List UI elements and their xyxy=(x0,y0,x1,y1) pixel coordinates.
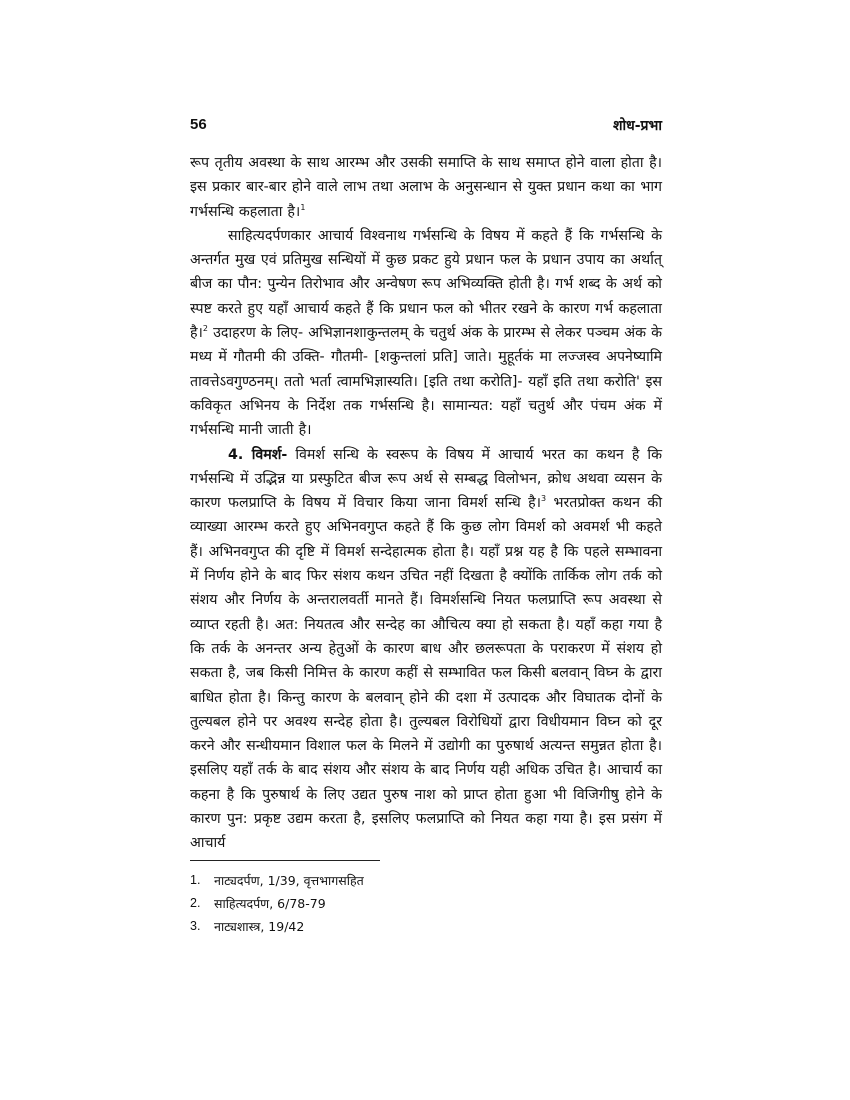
running-title: शोध-प्रभा xyxy=(612,118,662,134)
paragraph-1 xyxy=(190,151,662,224)
footnotes xyxy=(190,869,662,938)
footnote-1 xyxy=(190,869,662,892)
book-page xyxy=(190,116,662,938)
footnote-number: 2. xyxy=(190,895,201,910)
paragraph-tail: भरतप्रोक्त कथन की व्याख्या आरम्भ करते हुए अभिनवगुप्त कहते हैं कि कुछ लोग विमर्श को अवमर्श भी कहते हैं। अभिनवगुप्त की दृष्टि में विमर्श सन्देहात्मक होता है। यहाँ प्रश्न यह है कि पहले सम्भावना में निर्णय होने के बाद फिर संशय कथन उचित नहीं दिखता है क्योंकि तार्किक लोग तर्क को संशय और निर्णय के अन्तरालवर्ती मानते हैं। विमर्शसन्धि नियत फलप्राप्ति रूप अवस्था से व्याप्त रहती है। अत: नियतत्व और सन्देह का औचित्य क्या हो सकता है। यहाँ कहा गया है कि तर्क के अनन्तर अन्य हेतुओं के कारण बाध और छलरूपता के पराकरण में संशय हो सकता है, जब किसी निमित्त के कारण कहीं से सम्भावित फल किसी बलवान् विघ्न के द्वारा बाधित होता है। किन्तु कारण के बलवान् होने की दशा में उत्पादक और विघातक दोनों के तुल्यबल होने पर अवश्य सन्देह होता है। तुल्यबल विरोधियों द्वारा विधीयमान विघ्न को दूर करने और सन्धीयमान विशाल फल के मिलने में उद्योगी का पुरुषार्थ अत्यन्त समुन्नत होता है। इसलिए यहाँ तर्क के बाद संशय और संशय के बाद निर्णय यही अधिक उचित है। आचार्य का कहना है कि पुरुषार्थ के लिए उद्यत पुरुष नाश को प्राप्त होता हुआ भी विजिगीषु होने के कारण पुन: प्रकृष्ट उद्यम करता है, इसलिए फलप्राप्ति को नियत कहा गया है। इस प्रसंग में आचार्य xyxy=(190,495,662,852)
paragraph-text: साहित्यदर्पणकार आचार्य विश्वनाथ गर्भसन्धि के विषय में कहते हैं कि गर्भसन्धि के अन्तर्गत मुख एवं प्रतिमुख सन्धियों में कुछ प्रकट हुये प्रधान फल के प्रधान उपाय का अर्थात् बीज का पौन: पुन्येन तिरोभाव और अन्वेषण रूप अभिव्यक्ति होती है। गर्भ शब्द के अर्थ को स्पष्ट करते हुए यहाँ आचार्य कहते हैं कि प्रधान फल को भीतर रखने के कारण गर्भ कहलाता है। xyxy=(190,227,662,342)
section-heading-vimarsha: 4. विमर्श- xyxy=(228,446,288,463)
footnote-text: नाट्यशास्त्र, 19/42 xyxy=(214,918,305,934)
footnote-text: साहित्यदर्पण, 6/78-79 xyxy=(214,895,326,911)
footnote-number: 3. xyxy=(190,918,201,933)
footnote-2 xyxy=(190,892,662,915)
paragraph-3 xyxy=(190,443,662,856)
footnote-ref-3: 3 xyxy=(541,494,547,504)
footnote-3 xyxy=(190,915,662,938)
footnote-number: 1. xyxy=(190,872,201,887)
footnote-ref-2: 2 xyxy=(202,324,209,334)
paragraph-tail: उदाहरण के लिए- अभिज्ञानशाकुन्तलम् के चतुर्थ अंक के प्रारम्भ से लेकर पञ्चम अंक के मध्य में गौतमी की उक्ति- गौतमी- [शकुन्तलां प्रति] जाते। मुहूर्तकं मा लज्जस्व अपनेष्यामि तावत्तेऽवगुण्ठनम्। ततो भर्ता त्वामभिज्ञास्यति। [इति तथा करोति]- यहाँ इति तथा करोति' इस कविकृत अभिनय के निर्देश तक गर्भसन्धि है। सामान्यत: यहाँ चतुर्थ और पंचम अंक में गर्भसन्धि मानी जाती है। xyxy=(190,325,662,439)
body-text xyxy=(190,151,662,856)
footnote-ref-1: 1 xyxy=(300,202,306,212)
page-number: 56 xyxy=(190,116,207,133)
paragraph-text: रूप तृतीय अवस्था के साथ आरम्भ और उसकी समाप्ति के साथ समाप्त होने वाला होता है। इस प्रकार बार-बार होने वाले लाभ तथा अलाभ के अनुसन्धान से युक्त प्रधान कथा का भाग गर्भसन्धि कहलाता है। xyxy=(190,155,662,220)
page-header xyxy=(190,116,662,140)
paragraph-text: विमर्श सन्धि के स्वरूप के विषय में आचार्य भरत का कथन है कि गर्भसन्धि में उद्भिन्न या प्रस्फुटित बीज रूप अर्थ से सम्बद्ध विलोभन, क्रोध अथवा व्यसन के कारण फलप्राप्ति के विषय में विचार किया जाना विमर्श सन्धि है। xyxy=(190,446,662,512)
footnote-divider xyxy=(190,860,380,861)
paragraph-2 xyxy=(190,224,662,443)
footnote-text: नाट्यदर्पण, 1/39, वृत्तभागसहित xyxy=(214,872,364,888)
